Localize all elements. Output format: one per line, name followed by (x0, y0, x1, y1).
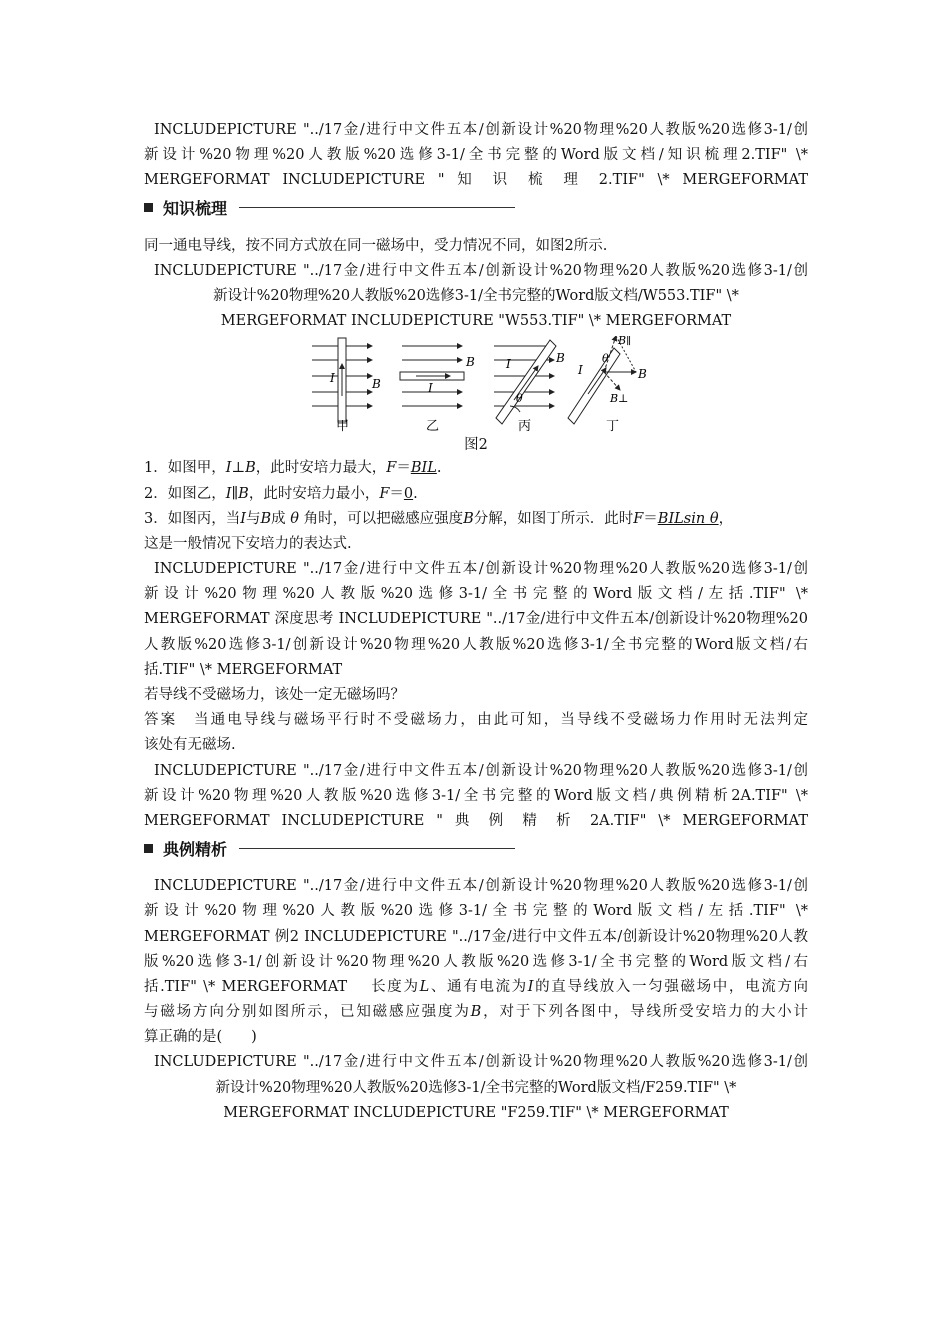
field-code-line: 新设计%20物理%20人教版%20选修3-1/全书完整的Word版文档/左括.TIF" \* (144, 586, 808, 603)
square-bullet-icon (144, 844, 153, 853)
point-1: 1．如图甲，I⊥B，此时安培力最大，F＝BIL. (144, 460, 442, 477)
diagram-ding (568, 336, 647, 424)
section-heading-knowledge (144, 194, 808, 222)
heading-rule (239, 207, 515, 208)
diagram-jia (312, 338, 381, 422)
section-heading-examples (144, 834, 808, 862)
point-3: 3．如图丙，当I与B成 θ 角时，可以把磁感应强度B分解，如图丁所示．此时F＝BILsin θ， (144, 510, 734, 527)
answer-line: 答案 当通电导线与磁场平行时不受磁场力，由此可知，当导线不受磁场力作用时无法判定 (144, 712, 808, 729)
symbol-B: B (638, 367, 647, 382)
label-yi: 乙 (426, 419, 440, 435)
field-code-line: INCLUDEPICTURE "../17金/进行中文件五本/创新设计%20物理%20人教版%20选修3-1/创 (154, 122, 808, 138)
field-code-line: MERGEFORMAT INCLUDEPICTURE " 知 识 梳 理 2.TIF" \* MERGEFORMAT (144, 172, 808, 189)
answer-line: 该处有无磁场. (144, 737, 236, 754)
point-3-cont: 这是一般情况下安培力的表达式. (144, 535, 352, 552)
point-2: 2．如图乙，I∥B，此时安培力最小，F＝0. (144, 485, 418, 502)
example-line: INCLUDEPICTURE "../17金/进行中文件五本/创新设计%20物理%20人教版%20选修3-1/创 (154, 878, 808, 895)
label-bing: 丙 (518, 419, 532, 435)
document-page (144, 118, 808, 1126)
figure-2-diagram (144, 336, 808, 434)
example-line: 新设计%20物理%20人教版%20选修3-1/全书完整的Word版文档/左括.TIF" \* (144, 903, 808, 920)
symbol-B-parallel: B∥ (618, 336, 632, 348)
symbol-B: B (372, 377, 381, 392)
section-title: 知识梳理 (163, 199, 228, 219)
field-code-line: INCLUDEPICTURE "../17金/进行中文件五本/创新设计%20物理%20人教版%20选修3-1/创 (154, 262, 808, 279)
square-bullet-icon (144, 203, 153, 212)
diagram-bing (494, 340, 565, 424)
field-code-line: 新设计%20物理%20人教版%20选修3-1/全书完整的Word版文档/W553.TIF" \* (213, 287, 739, 304)
field-code-line: MERGEFORMAT INCLUDEPICTURE " 典 例 精 析 2A.TIF" \* MERGEFORMAT (144, 812, 808, 829)
field-code-line: INCLUDEPICTURE "../17金/进行中文件五本/创新设计%20物理%20人教版%20选修3-1/创 (154, 1054, 808, 1071)
field-code-line: 人教版%20选修3-1/创新设计%20物理%20人教版%20选修3-1/全书完整的Word版文档/右 (144, 636, 808, 653)
symbol-theta: θ (516, 392, 523, 406)
symbol-B: B (466, 355, 475, 370)
label-ding: 丁 (606, 419, 620, 435)
field-code-line: 括.TIF" \* MERGEFORMAT (144, 661, 343, 678)
intro-paragraph: 同一通电导线，按不同方式放在同一磁场中，受力情况不同，如图2所示. (144, 237, 608, 254)
symbol-theta: θ (602, 352, 609, 366)
example-line: 括.TIF" \* MERGEFORMAT 长度为L、通有电流为I的直导线放入一匀强磁场中，电流方向 (144, 978, 809, 995)
diagram-yi (400, 346, 475, 406)
field-code-line: MERGEFORMAT 深度思考 INCLUDEPICTURE "../17金/进行中文件五本/创新设计%20物理%20 (144, 611, 808, 628)
example-line: MERGEFORMAT 例2 INCLUDEPICTURE "../17金/进行中文件五本/创新设计%20物理%20人教 (144, 928, 808, 945)
symbol-I: I (506, 357, 511, 372)
field-code-line: INCLUDEPICTURE "../17金/进行中文件五本/创新设计%20物理%20人教版%20选修3-1/创 (154, 561, 808, 578)
label-jia: 甲 (336, 419, 350, 435)
example-line: 版%20选修3-1/创新设计%20物理%20人教版%20选修3-1/全书完整的Word版文档/右 (144, 953, 808, 970)
figure-2 (144, 336, 808, 434)
symbol-I: I (330, 371, 335, 386)
symbol-B-perp: B⊥ (610, 392, 629, 406)
example-line: 算正确的是( ) (144, 1029, 257, 1046)
field-code-line: INCLUDEPICTURE "../17金/进行中文件五本/创新设计%20物理%20人教版%20选修3-1/创 (154, 762, 808, 779)
field-code-line: 新设计%20物理%20人教版%20选修3-1/全书完整的Word版文档/知识梳理2.TIF" \* (144, 147, 808, 164)
field-code-line: 新设计%20物理%20人教版%20选修3-1/全书完整的Word版文档/典例精析2A.TIF" \* (144, 787, 808, 804)
field-code-line: 新设计%20物理%20人教版%20选修3-1/全书完整的Word版文档/F259.TIF" \* (215, 1079, 737, 1096)
example-line: 与磁场方向分别如图所示，已知磁感应强度为B，对于下列各图中，导线所受安培力的大小计 (144, 1004, 808, 1021)
symbol-B: B (556, 351, 565, 366)
heading-rule (239, 848, 515, 849)
section-title: 典例精析 (163, 839, 228, 859)
symbol-I: I (578, 363, 583, 378)
question: 若导线不受磁场力，该处一定无磁场吗？ (144, 687, 405, 703)
field-code-line: MERGEFORMAT INCLUDEPICTURE "F259.TIF" \* MERGEFORMAT (223, 1104, 729, 1121)
symbol-I: I (428, 381, 433, 396)
field-code-line: MERGEFORMAT INCLUDEPICTURE "W553.TIF" \* MERGEFORMAT (220, 313, 732, 330)
figure-caption: 图2 (464, 437, 488, 454)
